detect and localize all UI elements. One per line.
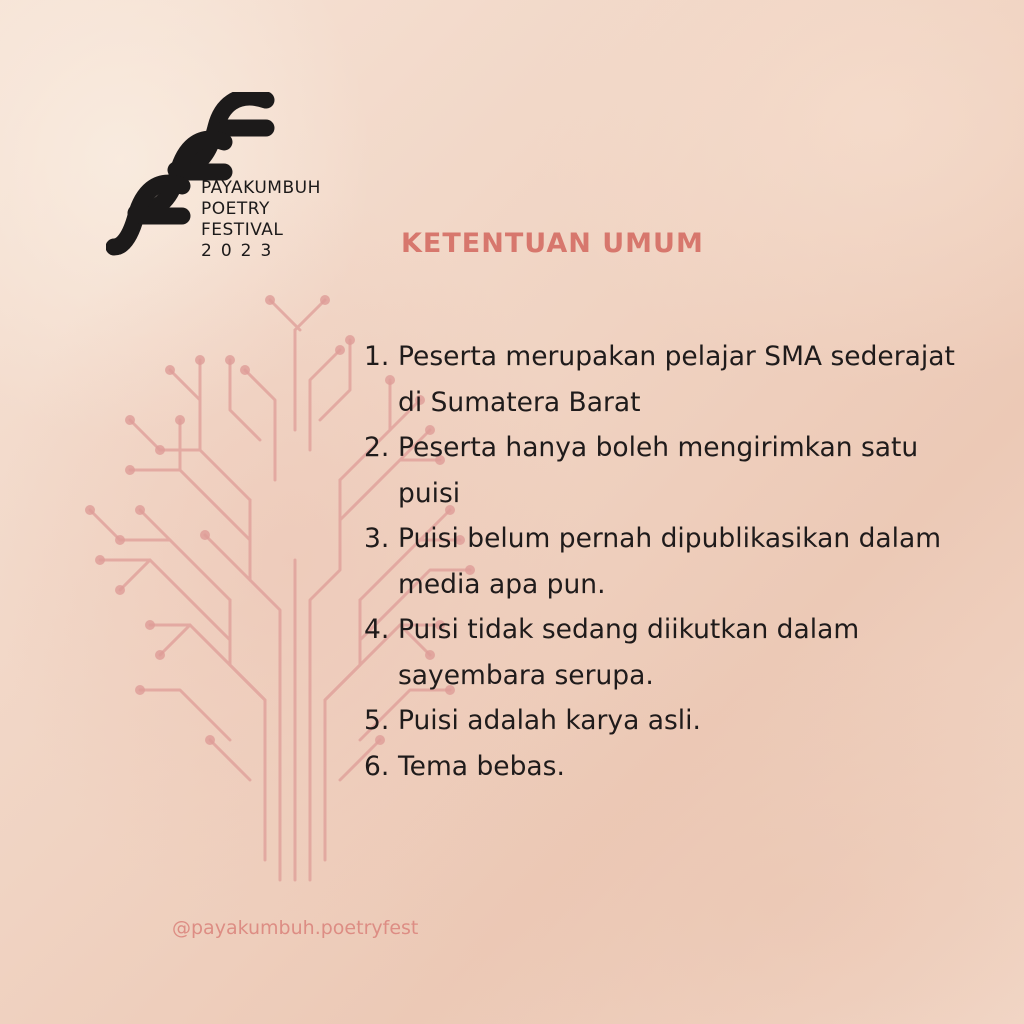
list-item-text: Puisi tidak sedang diikutkan dalam sayembara serupa. — [398, 614, 860, 691]
instagram-handle: @payakumbuh.poetryfest — [172, 917, 419, 939]
list-item — [364, 698, 964, 744]
list-item-text: Peserta hanya boleh mengirimkan satu puisi — [398, 432, 919, 509]
list-item — [364, 425, 964, 516]
list-item-number: 2. — [364, 432, 390, 463]
list-item-text: Puisi adalah karya asli. — [398, 705, 701, 736]
list-item-text: Puisi belum pernah dipublikasikan dalam media apa pun. — [398, 523, 942, 600]
logo-line-3: FESTIVAL — [201, 220, 284, 240]
list-item — [364, 334, 964, 425]
rules-list — [364, 334, 964, 789]
list-item-text: Peserta merupakan pelajar SMA sederajat di Sumatera Barat — [398, 341, 955, 418]
page-title: KETENTUAN UMUM — [401, 228, 704, 259]
list-item-number: 4. — [364, 614, 390, 645]
logo-line-1: PAYAKUMBUH — [201, 178, 321, 198]
list-item-number: 1. — [364, 341, 390, 372]
logo-line-2: POETRY — [201, 199, 270, 219]
festival-logo-text — [201, 178, 321, 262]
list-item-number: 3. — [364, 523, 390, 554]
festival-logo — [106, 92, 321, 262]
list-item-text: Tema bebas. — [398, 750, 565, 782]
logo-year: 2023 — [201, 241, 281, 261]
list-item-number: 6. — [364, 750, 390, 782]
list-item — [364, 516, 964, 607]
list-item — [364, 744, 964, 790]
list-item-number: 5. — [364, 705, 390, 736]
list-item — [364, 607, 964, 698]
